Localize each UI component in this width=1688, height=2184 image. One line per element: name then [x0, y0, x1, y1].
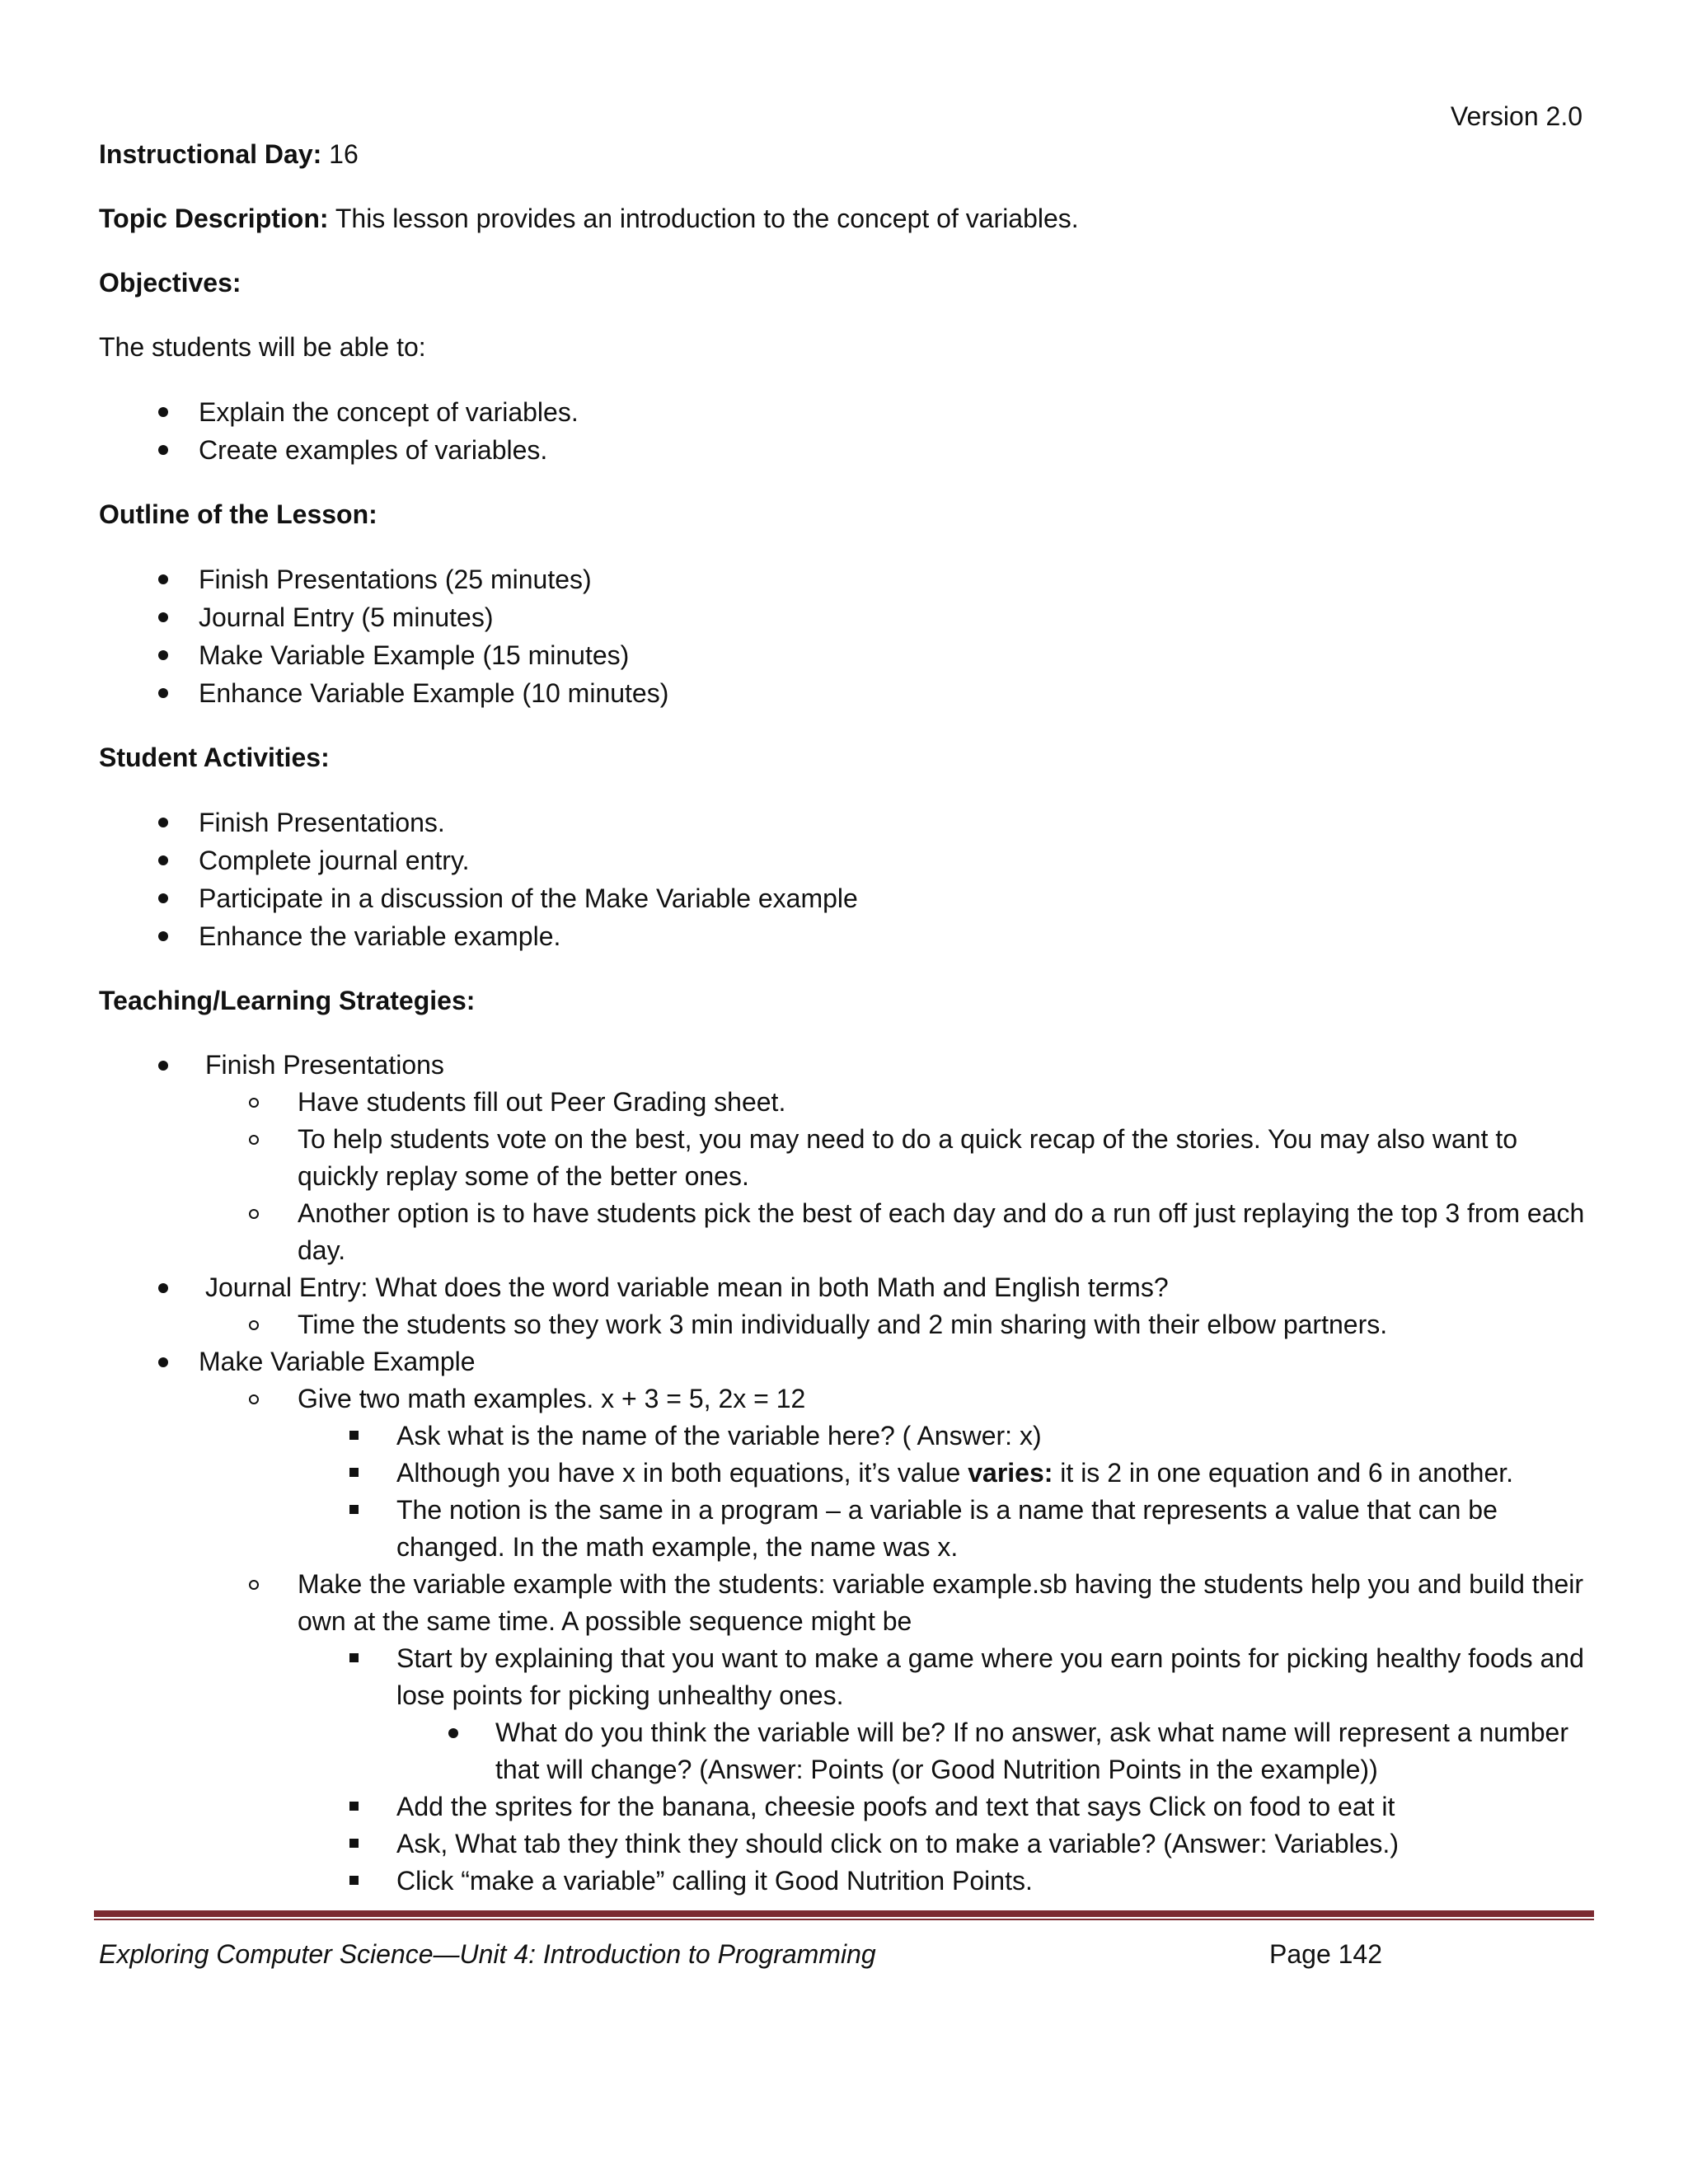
strategies-list: [99, 1047, 1591, 1900]
list-item: [99, 1492, 1591, 1566]
list-item-text: Complete journal entry.: [199, 846, 470, 875]
list-item: [99, 674, 1591, 712]
list-item: [99, 1788, 1591, 1825]
list-item-text: Journal Entry (5 minutes): [199, 602, 494, 632]
math-sublist: [298, 1418, 1591, 1566]
square-bullet-icon: [349, 1505, 359, 1514]
list-item-text: Finish Presentations (25 minutes): [199, 565, 592, 594]
circle-bullet-icon: [249, 1394, 259, 1404]
strategy-finish-presentations: [99, 1047, 1591, 1269]
list-item-text: What do you think the variable will be? If no answer, ask what name will represent a number that will change? (Answer: Points (or Good Nutrition Points in the example)): [495, 1718, 1568, 1784]
list-item-text: The notion is the same in a program – a variable is a name that represents a value that can be changed. In the math example, the name was x.: [396, 1495, 1498, 1562]
square-bullet-icon: [349, 1431, 359, 1440]
bullet-icon: [158, 574, 168, 584]
list-item: [99, 1418, 1591, 1455]
list-item-text: Have students fill out Peer Grading sheet.: [298, 1087, 786, 1117]
list-item: [99, 841, 1591, 879]
topic-description-value: This lesson provides an introduction to the concept of variables.: [335, 204, 1079, 233]
list-item: [99, 598, 1591, 636]
list-item-text: To help students vote on the best, you may need to do a quick recap of the stories. You may also want to quickly replay some of the better ones.: [298, 1124, 1518, 1191]
footer-divider-thick: [94, 1910, 1594, 1917]
bullet-icon: [158, 1283, 168, 1293]
square-bullet-icon: [349, 1802, 359, 1811]
square-bullet-icon: [349, 1653, 359, 1662]
list-item-text: Time the students so they work 3 min individually and 2 min sharing with their elbow partners.: [298, 1310, 1388, 1339]
list-item-text: Enhance Variable Example (10 minutes): [199, 678, 669, 708]
activities-list: [99, 804, 1591, 955]
build-sublist: [298, 1640, 1591, 1900]
list-item: [99, 1121, 1591, 1195]
square-bullet-icon: [349, 1468, 359, 1477]
list-item: [99, 431, 1591, 469]
topic-description: [99, 200, 1591, 237]
list-item: [99, 804, 1591, 841]
list-item: [99, 879, 1591, 917]
bullet-icon: [158, 650, 168, 660]
instructional-day: [99, 136, 1591, 173]
circle-bullet-icon: [249, 1580, 259, 1590]
objectives-intro: The students will be able to:: [99, 332, 426, 362]
bullet-icon: [158, 612, 168, 622]
footer-divider: [94, 1910, 1594, 1920]
list-item: [99, 560, 1591, 598]
footer-divider-thin: [94, 1919, 1594, 1920]
objectives-list: [99, 393, 1591, 469]
finish-sublist: [205, 1084, 1591, 1269]
journal-sublist: [205, 1306, 1591, 1343]
list-item-text: Click “make a variable” calling it Good Nutrition Points.: [396, 1866, 1033, 1896]
bullet-icon: [158, 818, 168, 827]
list-item: [99, 1825, 1591, 1863]
instructional-day-label: Instructional Day:: [99, 139, 322, 169]
activities-heading: Student Activities:: [99, 743, 330, 772]
make-sublist: [199, 1380, 1591, 1900]
lesson-content: [99, 136, 1591, 1900]
list-item-text: Another option is to have students pick the best of each day and do a run off just replaying the top 3 from each day.: [298, 1198, 1585, 1265]
list-item: [99, 1566, 1591, 1900]
list-item-text: Finish Presentations.: [199, 808, 445, 837]
list-item: [99, 393, 1591, 431]
list-item: [99, 636, 1591, 674]
list-item: [99, 1714, 1591, 1788]
bullet-icon: [158, 931, 168, 941]
footer-title: Exploring Computer Science—Unit 4: Introduction to Programming: [99, 1939, 876, 1969]
circle-bullet-icon: [249, 1098, 259, 1108]
list-item-text: Journal Entry: What does the word variable mean in both Math and English terms?: [205, 1272, 1169, 1302]
list-item-text: Create examples of variables.: [199, 435, 548, 465]
list-item-text: Participate in a discussion of the Make Variable example: [199, 883, 858, 913]
circle-bullet-icon: [249, 1320, 259, 1330]
list-item-text: Although you have x in both equations, it’s value: [396, 1458, 968, 1488]
bullet-icon: [448, 1728, 458, 1738]
outline-list: [99, 560, 1591, 712]
list-item-text: Start by explaining that you want to make a game where you earn points for picking healthy foods and lose points for picking unhealthy ones.: [396, 1643, 1584, 1710]
version-label: Version 2.0: [1450, 101, 1582, 131]
square-bullet-icon: [349, 1876, 359, 1885]
list-item: [99, 1863, 1591, 1900]
bullet-icon: [158, 1357, 168, 1367]
list-item: [99, 1380, 1591, 1566]
bullet-icon: [158, 855, 168, 865]
list-item-text: Ask what is the name of the variable here? ( Answer: x): [396, 1421, 1042, 1451]
emphasis-varies: varies:: [968, 1458, 1053, 1488]
start-sublist: [396, 1714, 1591, 1788]
bullet-icon: [158, 893, 168, 903]
list-item: [99, 1195, 1591, 1269]
list-item: [99, 1640, 1591, 1788]
list-item: [99, 1455, 1591, 1492]
list-item: [99, 917, 1591, 955]
strategy-make-variable-example: [99, 1343, 1591, 1900]
objectives-heading: Objectives:: [99, 268, 241, 298]
instructional-day-value: 16: [329, 139, 359, 169]
list-item-text: Make Variable Example: [199, 1347, 476, 1376]
list-item-text: Make the variable example with the students: variable example.sb having the students help you and build their own at the same time. A possible sequence might be: [298, 1569, 1584, 1636]
circle-bullet-icon: [249, 1135, 259, 1145]
list-item-text: Give two math examples. x + 3 = 5, 2x = 12: [298, 1384, 806, 1413]
bullet-icon: [158, 407, 168, 417]
list-item-text: Make Variable Example (15 minutes): [199, 640, 630, 670]
outline-heading: Outline of the Lesson:: [99, 499, 377, 529]
list-item-text: it is 2 in one equation and 6 in another.: [1053, 1458, 1514, 1488]
strategy-journal-entry: [99, 1269, 1591, 1343]
circle-bullet-icon: [249, 1209, 259, 1219]
page-number: Page 142: [1269, 1939, 1383, 1969]
bullet-icon: [158, 1061, 168, 1071]
square-bullet-icon: [349, 1839, 359, 1848]
bullet-icon: [158, 445, 168, 455]
strategies-heading: Teaching/Learning Strategies:: [99, 986, 476, 1015]
list-item: [99, 1306, 1591, 1343]
bullet-icon: [158, 688, 168, 698]
list-item: [99, 1084, 1591, 1121]
topic-description-label: Topic Description:: [99, 204, 329, 233]
list-item-text: Explain the concept of variables.: [199, 397, 579, 427]
list-item-text: Finish Presentations: [205, 1050, 444, 1080]
list-item-text: Add the sprites for the banana, cheesie poofs and text that says Click on food to eat it: [396, 1792, 1395, 1821]
list-item-text: Ask, What tab they think they should click on to make a variable? (Answer: Variables.): [396, 1829, 1399, 1858]
list-item-text: Enhance the variable example.: [199, 921, 561, 951]
